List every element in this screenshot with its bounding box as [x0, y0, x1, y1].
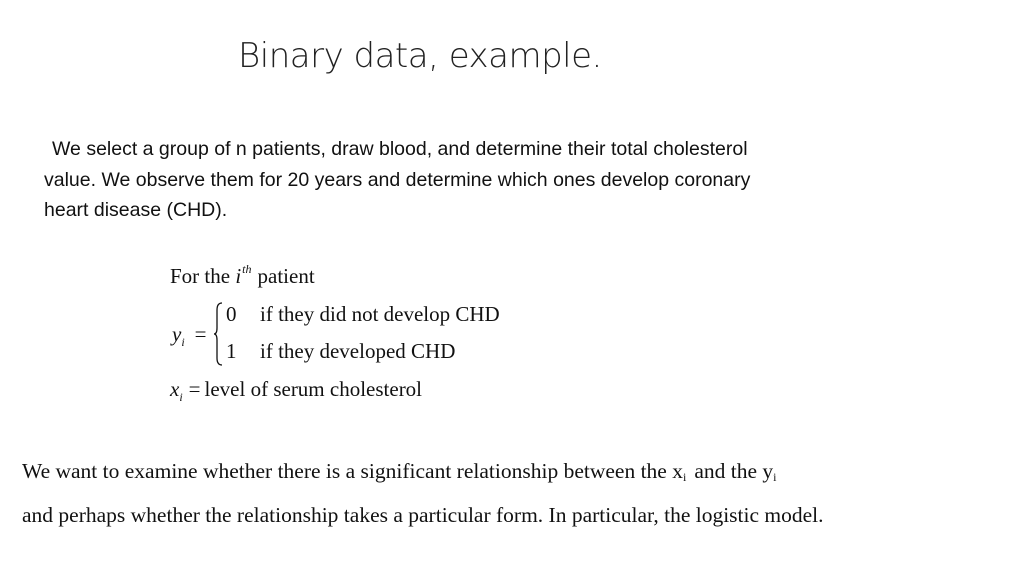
- yi-subscript: i: [773, 470, 777, 484]
- left-brace-icon: [213, 302, 223, 366]
- xi-definition: [170, 377, 422, 405]
- slide-title: Binary data, example.: [238, 36, 602, 76]
- case-zero-text: if they did not develop CHD: [260, 302, 500, 326]
- conclusion-line-1-b: and the y: [694, 459, 774, 483]
- case-one: [226, 339, 455, 364]
- equals-sign: =: [194, 322, 207, 346]
- conclusion-line-2: and perhaps whether the relationship takes a particular form. In particular, the logistic model.: [22, 503, 824, 527]
- y-subscript: i: [181, 335, 185, 349]
- th-superscript: th: [242, 262, 252, 276]
- xi-subscript: i: [682, 470, 687, 484]
- x-subscript: i: [179, 390, 183, 404]
- x-variable: x: [170, 377, 180, 401]
- case-zero-value: 0: [226, 302, 237, 326]
- intro-line-3: heart disease (CHD).: [44, 199, 228, 221]
- case-one-value: 1: [226, 339, 237, 363]
- intro-line-2: value. We observe them for 20 years and determine which ones develop coronary: [44, 168, 751, 191]
- for-suffix: patient: [257, 264, 315, 288]
- i-variable: i: [235, 264, 242, 288]
- conclusion-line-1: [22, 452, 824, 496]
- conclusion-line-1-a: We want to examine whether there is a significant relationship between the x: [22, 459, 683, 483]
- y-variable: y: [172, 322, 182, 346]
- case-one-text: if they developed CHD: [260, 339, 456, 363]
- intro-paragraph: [44, 134, 924, 226]
- for-the-ith-patient: [170, 262, 315, 289]
- conclusion-paragraph: [22, 452, 824, 534]
- case-zero: [226, 302, 500, 327]
- for-prefix: For the: [170, 264, 231, 288]
- intro-line-1: We select a group of n patients, draw blood, and determine their total cholesterol: [52, 138, 748, 160]
- x-definition-text: level of serum cholesterol: [204, 377, 423, 401]
- yi-definition-label: [172, 322, 207, 350]
- equals-sign-x: =: [188, 377, 201, 401]
